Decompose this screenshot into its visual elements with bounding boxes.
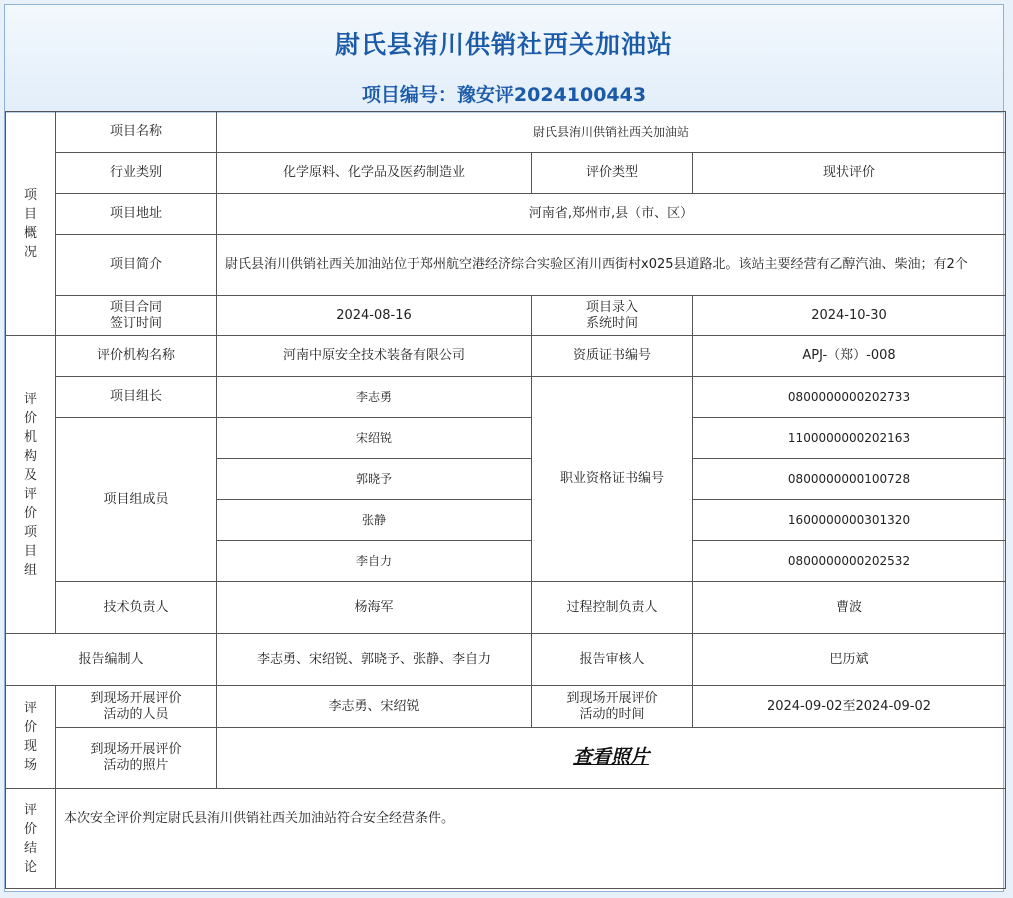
- site-people-label: 到现场开展评价 活动的人员: [56, 686, 217, 728]
- project-number: 项目编号：豫安评2024100443: [361, 84, 647, 106]
- member-name: 李自力: [217, 541, 532, 582]
- section-label-site: 评 价 现 场: [6, 686, 56, 789]
- table-row: [6, 194, 1006, 235]
- address-value: 河南省,郑州市,县（市、区）: [217, 194, 1006, 235]
- member-cert: 0800000000202532: [693, 541, 1006, 582]
- agency-name-value: 河南中原安全技术装备有限公司: [217, 336, 532, 377]
- section-label-agency: 评 价 机 构 及 评 价 项 目 组: [6, 336, 56, 634]
- member-cert: 1100000000202163: [693, 418, 1006, 459]
- cert-number-label: 资质证书编号: [532, 336, 693, 377]
- member-cert: 1600000000301320: [693, 500, 1006, 541]
- section-label-conclusion: 评 价 结 论: [6, 789, 56, 889]
- address-label: 项目地址: [56, 194, 217, 235]
- report-reviewer-value: 巴历斌: [693, 634, 1006, 686]
- report-author-value: 李志勇、宋绍锐、郭晓予、张静、李自力: [217, 634, 532, 686]
- leader-label: 项目组长: [56, 377, 217, 418]
- industry-label: 行业类别: [56, 153, 217, 194]
- member-name: 郭晓予: [217, 459, 532, 500]
- table-row: [6, 235, 1006, 296]
- contract-time-label: 项目合同 签订时间: [56, 296, 217, 336]
- process-lead-label: 过程控制负责人: [532, 582, 693, 634]
- table-row: [6, 686, 1006, 728]
- table-row: [6, 153, 1006, 194]
- page-header: [5, 5, 1003, 113]
- report-frame: [4, 4, 1004, 892]
- member-name: 李志勇: [217, 377, 532, 418]
- site-photo-label: 到现场开展评价 活动的照片: [56, 728, 217, 789]
- process-lead-value: 曹波: [693, 582, 1006, 634]
- member-cert: 0800000000202733: [693, 377, 1006, 418]
- site-people-value: 李志勇、宋绍锐: [217, 686, 532, 728]
- intro-label: 项目简介: [56, 235, 217, 296]
- table-row: [6, 112, 1006, 153]
- intro-value: 尉氏县洧川供销社西关加油站位于郑州航空港经济综合实验区洧川西街村x025县道路北。该站主要经营有乙醇汽油、柴油；有2个: [217, 235, 1006, 296]
- industry-value: 化学原料、化学品及医药制造业: [217, 153, 532, 194]
- cert-number-value: APJ-（郑）-008: [693, 336, 1006, 377]
- entry-time-value: 2024-10-30: [693, 296, 1006, 336]
- entry-time-label: 项目录入 系统时间: [532, 296, 693, 336]
- agency-name-label: 评价机构名称: [56, 336, 217, 377]
- eval-type-label: 评价类型: [532, 153, 693, 194]
- section-label-overview: 项 目 概 况: [6, 112, 56, 336]
- report-reviewer-label: 报告审核人: [532, 634, 693, 686]
- table-row: [6, 728, 1006, 789]
- member-name: 张静: [217, 500, 532, 541]
- tech-lead-label: 技术负责人: [56, 582, 217, 634]
- photo-cell: [217, 728, 1006, 789]
- members-label: 项目组成员: [56, 418, 217, 582]
- site-time-label: 到现场开展评价 活动的时间: [532, 686, 693, 728]
- page-title: 尉氏县洧川供销社西关加油站: [334, 30, 673, 59]
- tech-lead-value: 杨海军: [217, 582, 532, 634]
- project-name-label: 项目名称: [56, 112, 217, 153]
- report-author-label: 报告编制人: [6, 634, 217, 686]
- view-photos-link[interactable]: 查看照片: [572, 745, 649, 768]
- conclusion-text: 本次安全评价判定尉氏县洧川供销社西关加油站符合安全经营条件。: [56, 789, 1006, 889]
- table-row: [6, 789, 1006, 889]
- table-row: [6, 634, 1006, 686]
- member-cert: 0800000000100728: [693, 459, 1006, 500]
- table-row: [6, 582, 1006, 634]
- table-row: [6, 377, 1006, 418]
- member-name: 宋绍锐: [217, 418, 532, 459]
- table-row: [6, 296, 1006, 336]
- project-name-value: 尉氏县洧川供销社西关加油站: [217, 112, 1006, 153]
- table-row: [6, 418, 1006, 459]
- qualification-label: 职业资格证书编号: [532, 377, 693, 582]
- site-time-value: 2024-09-02至2024-09-02: [693, 686, 1006, 728]
- project-info-table: [5, 111, 1006, 889]
- contract-time-value: 2024-08-16: [217, 296, 532, 336]
- table-row: [6, 336, 1006, 377]
- eval-type-value: 现状评价: [693, 153, 1006, 194]
